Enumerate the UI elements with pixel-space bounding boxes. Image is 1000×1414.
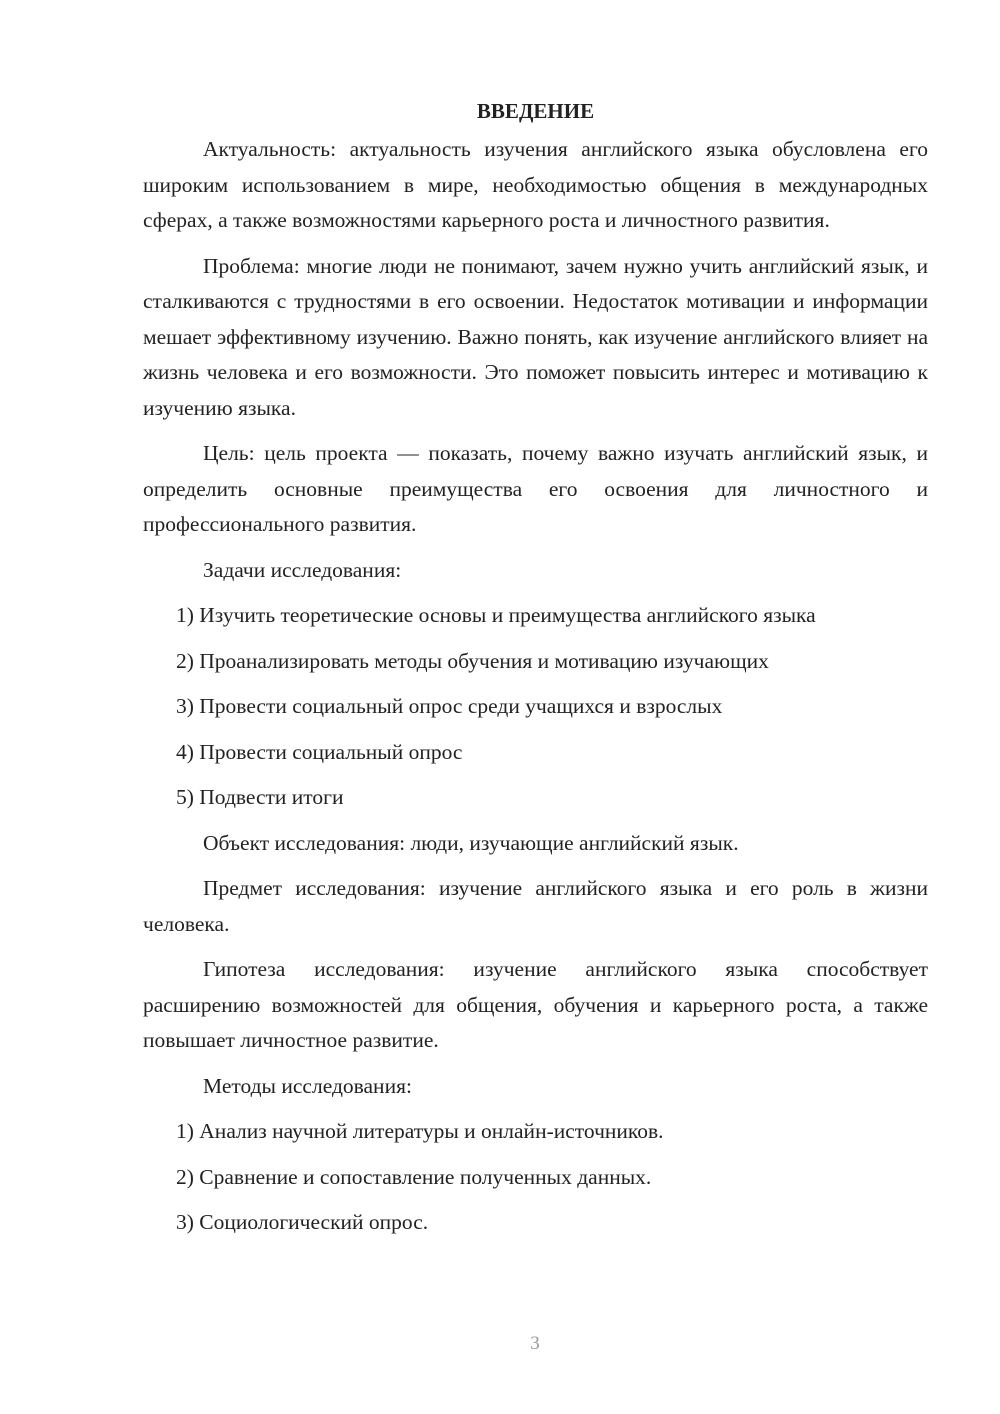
task-item: 4) Провести социальный опрос (176, 739, 463, 764)
object-paragraph: Объект исследования: люди, изучающие английский язык. (203, 830, 739, 855)
page-number: 3 (530, 1333, 540, 1354)
subject-paragraph: Предмет исследования: изучение английского языка и его роль в жизни человека. (143, 876, 928, 936)
section-title: ВВЕДЕНИЕ (476, 99, 595, 123)
method-item: 1) Анализ научной литературы и онлайн-источников. (176, 1119, 664, 1143)
goal-paragraph: Цель: цель проекта — показать, почему важно изучать английский язык, и определить основные преимущества его освоения для личностного и профессионального развития. (143, 441, 928, 536)
hypothesis-paragraph: Гипотеза исследования: изучение английского языка способствует расширению возможностей для общения, обучения и карьерного роста, а также повышает личностное развитие. (143, 957, 928, 1052)
method-item: 3) Социологический опрос. (176, 1210, 429, 1234)
task-item: 2) Проанализировать методы обучения и мотивацию изучающих (176, 648, 769, 673)
task-item: 1) Изучить теоретические основы и преимущества английского языка (176, 603, 816, 627)
task-item: 5) Подвести итоги (176, 785, 344, 809)
tasks-heading: Задачи исследования: (203, 557, 402, 582)
relevance-paragraph: Актуальность: актуальность изучения английского языка обусловлена его широким использованием в мире, необходимостью общения в международных сферах, а также возможностями карьерного роста и личностного развития. (143, 137, 928, 232)
problem-paragraph: Проблема: многие люди не понимают, зачем нужно учить английский язык, и сталкиваются с трудностями в его освоении. Недостаток мотивации и информации мешает эффективному изучению. Важно понять, как изучение английского влияет на жизнь человека и его возможности. Это поможет повысить интерес и мотивацию к изучению языка. (143, 253, 928, 420)
methods-heading: Методы исследования: (203, 1073, 412, 1098)
document-page (143, 96, 928, 1251)
method-item: 2) Сравнение и сопоставление полученных данных. (176, 1164, 652, 1189)
task-item: 3) Провести социальный опрос среди учащихся и взрослых (176, 694, 723, 718)
